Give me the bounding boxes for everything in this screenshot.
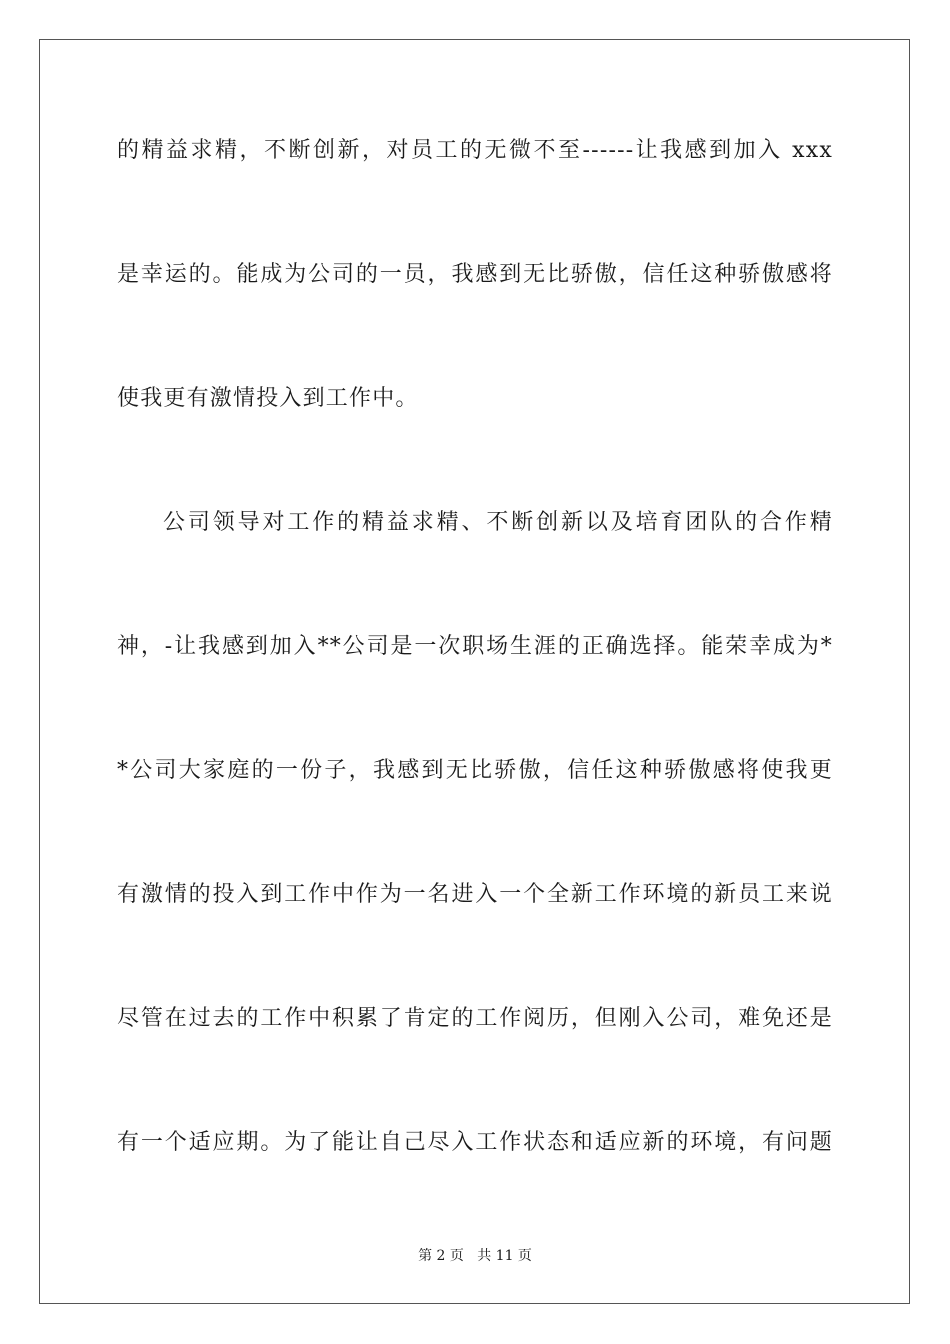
text-line: 使我更有激情投入到工作中。 <box>117 386 419 411</box>
text-line: 的精益求精，不断创新，对员工的无微不至------让我感到加入 xxx <box>117 138 833 163</box>
page-frame <box>39 39 910 1304</box>
text-line: 是幸运的。能成为公司的一员，我感到无比骄傲，信任这种骄傲感将 <box>117 262 833 287</box>
text-line: 有激情的投入到工作中作为一名进入一个全新工作环境的新员工来说 <box>117 882 833 907</box>
text-line: 尽管在过去的工作中积累了肯定的工作阅历，但刚入公司，难免还是 <box>117 1006 833 1031</box>
page-number-footer: 第 2 页 共 11 页 <box>418 1248 532 1264</box>
text-line: 有一个适应期。为了能让自己尽入工作状态和适应新的环境，有问题 <box>117 1130 833 1155</box>
text-line: 神，-让我感到加入**公司是一次职场生涯的正确选择。能荣幸成为* <box>117 634 833 659</box>
text-line: *公司大家庭的一份子，我感到无比骄傲，信任这种骄傲感将使我更 <box>117 758 833 783</box>
paragraph-first-line: 公司领导对工作的精益求精、不断创新以及培育团队的合作精 <box>163 510 833 535</box>
